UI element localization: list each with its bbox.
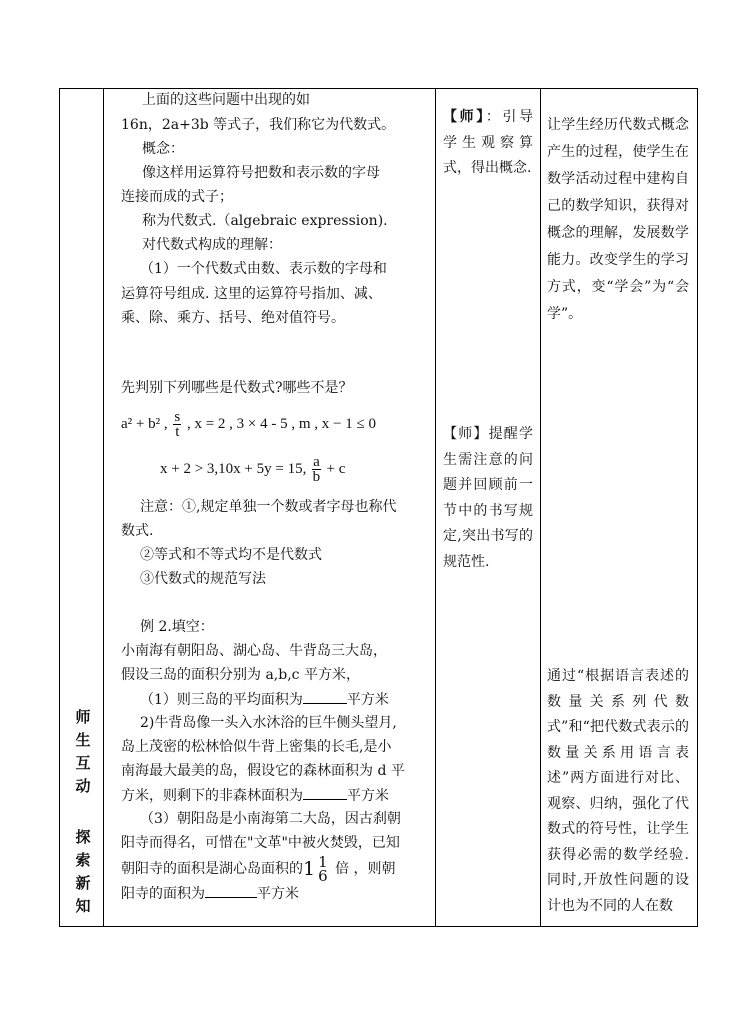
concept-label: 概念： <box>142 141 184 157</box>
question-3-line: 阳寺而得名，可惜在"文革"中被火焚毁，已知 <box>121 835 400 851</box>
fraction-numerator: a <box>313 454 320 471</box>
question-3-line: （3）朝阳岛是小南海第二大岛，因古刹朝 <box>140 811 401 827</box>
expression-part: a² + b² , <box>121 416 168 432</box>
side-char: 探 <box>75 828 91 846</box>
mixed-number-whole: 1 <box>303 858 316 880</box>
answer-blank[interactable] <box>303 785 347 800</box>
side-char: 知 <box>75 897 91 915</box>
answer-blank[interactable] <box>303 689 347 704</box>
question-text-part: 平方米 <box>346 692 389 708</box>
intro-line: 16n，2a+3b 等式子，我们称它为代数式。 <box>121 117 396 133</box>
question-text-part: 朝阳寺的面积是湖心岛面积的 <box>121 861 303 877</box>
understanding-heading: 对代数式构成的理解： <box>142 237 282 253</box>
column-divider-1 <box>103 89 104 926</box>
teacher-text: ：引导学生观察算式，得出概念. <box>443 109 534 176</box>
question-1 <box>140 689 389 710</box>
point-line: （1）一个代数式由数、表示数的字母和 <box>140 261 387 277</box>
column-divider-3 <box>540 89 541 926</box>
fraction-s-over-t <box>173 410 181 439</box>
teacher-note-2 <box>443 422 533 575</box>
note-line: 数式. <box>121 523 154 539</box>
side-char: 新 <box>75 874 91 892</box>
note-line: ③代数式的规范写法 <box>140 571 266 587</box>
fraction-denominator: t <box>175 424 180 441</box>
note-line: 注意：①,规定单独一个数或者字母也称代 <box>140 499 397 515</box>
example-title: 例 2.填空： <box>140 619 214 635</box>
expression-part: + c <box>326 461 346 477</box>
fraction-denominator: 6 <box>318 867 328 885</box>
teacher-label: 【师】 <box>443 426 489 442</box>
example-line: 小南海有朝阳岛、湖心岛、牛背岛三大岛， <box>121 643 387 659</box>
side-char: 生 <box>75 731 91 749</box>
side-label-interaction <box>73 706 93 798</box>
fraction-numerator: s <box>174 409 181 426</box>
question-2-line: 2)牛背岛像一头入水沐浴的巨牛侧头望月, <box>140 715 397 731</box>
concept-line: 称为代数式.（algebraic expression). <box>142 213 388 229</box>
concept-line: 连接而成的式子； <box>121 189 233 205</box>
point-line: 乘、除、乘方、括号、绝对值符号。 <box>121 310 345 326</box>
question-2-answer <box>121 785 389 806</box>
question-text-part: 平方米 <box>257 886 299 902</box>
teacher-note-1 <box>443 105 533 182</box>
side-char: 互 <box>75 754 91 772</box>
expression-part: x + 2 > 3,10x + 5y = 15, <box>160 461 307 477</box>
point-line: 运算符号组成. 这里的运算符号指加、减、 <box>121 286 382 302</box>
side-char: 索 <box>75 851 91 869</box>
side-char: 动 <box>75 777 91 795</box>
expression-row-1 <box>121 406 376 442</box>
question-text-part: 平方米 <box>347 788 389 804</box>
expression-part: , x = 2 , 3 × 4 - 5 , m , x − 1 ≤ 0 <box>186 416 376 432</box>
question-3-answer <box>121 883 299 904</box>
intro-line: 上面的这些问题中出现的如 <box>142 92 310 108</box>
question-text-part: （1）则三岛的平均面积为 <box>140 692 303 708</box>
design-intent-2: 通过“根据语言表述的数量关系列代数式”和“把代数式表示的数量关系用语言表述”两方面进行对比、观察、归纳，强化了代数式的符号性，让学生获得必需的数学经验. 同时,开放性问题的设计也为不同的人在数 <box>547 668 689 914</box>
mixed-number-fraction <box>317 855 329 883</box>
concept-line: 像这样用运算符号把数和表示数的字母 <box>142 165 380 181</box>
note-line: ②等式和不等式均不是代数式 <box>140 547 322 563</box>
answer-blank[interactable] <box>205 883 257 898</box>
side-char: 师 <box>75 708 91 726</box>
side-label-explore <box>73 826 93 918</box>
teacher-label: 【师】 <box>443 109 486 125</box>
design-intent-1: 让学生经历代数式概念产生的过程，使学生在数学活动过程中建构自己的数学知识，获得对概念的理解，发展数学能力。改变学生的学习方式，变“学会”为“会学”。 <box>547 117 689 322</box>
question-text-part: 阳寺的面积为 <box>121 886 205 902</box>
fraction-a-over-b <box>312 455 321 484</box>
expression-row-2 <box>160 451 345 487</box>
question-text-part: 方米，则剩下的非森林面积为 <box>121 788 303 804</box>
teacher-text: 提醒学生需注意的问题并回顾前一节中的书写规定,突出书写的规范性. <box>443 426 534 570</box>
question-text: 先判别下列哪些是代数式?哪些不是？ <box>121 380 353 396</box>
fraction-denominator: b <box>312 469 321 486</box>
fraction-numerator: 1 <box>318 853 328 871</box>
question-2-line: 岛上茂密的松林恰似牛背上密集的长毛,是小 <box>121 739 392 755</box>
question-3-line <box>121 855 396 883</box>
question-2-line: 南海最大最美的岛，假设它的森林面积为 d 平 <box>121 763 405 779</box>
question-text-part: 倍 ，则朝 <box>335 861 396 877</box>
column-divider-2 <box>435 89 436 926</box>
example-line: 假设三岛的面积分别为 a,b,c 平方米， <box>121 667 360 683</box>
